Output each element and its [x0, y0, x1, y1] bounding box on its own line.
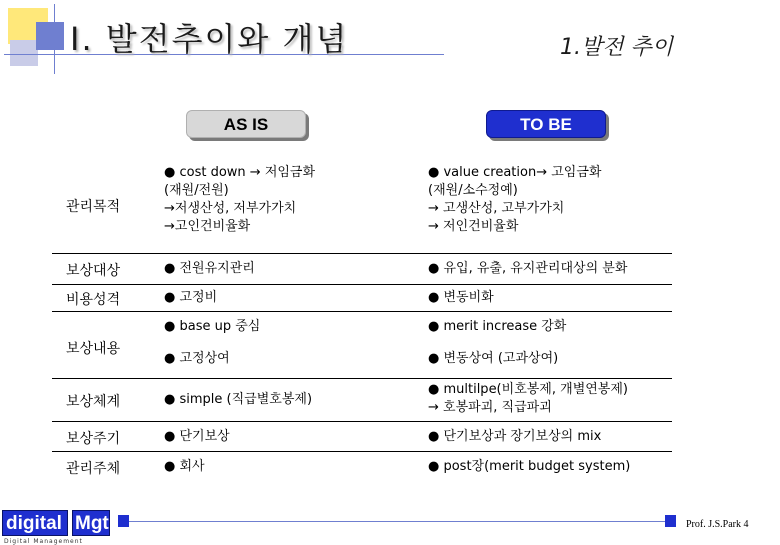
cell-line: ● 고정상여 [164, 351, 230, 366]
row-category: 관리주체 [66, 461, 121, 477]
footer-square-left [118, 515, 129, 527]
as-is-cell [164, 318, 260, 368]
cell-line: →저생산성, 저부가가치 [164, 201, 297, 216]
as-is-cell [164, 164, 315, 236]
row-divider [52, 378, 672, 379]
cell-line: ● multilpe(비호봉제, 개별연봉제) [428, 382, 628, 397]
logo [2, 510, 110, 545]
cell-line: ● base up 중심 [164, 319, 261, 334]
to-be-header: TO BE [486, 110, 606, 138]
cell-line: ● 변동상여 (고과상여) [428, 351, 559, 366]
row-category: 비용성격 [66, 292, 121, 308]
row-category: 보상내용 [66, 341, 121, 357]
row-category: 보상체계 [66, 394, 121, 410]
as-is-cell [164, 458, 205, 476]
row-category: 보상대상 [66, 263, 121, 279]
cell-line: → 호봉파괴, 직급파괴 [428, 400, 552, 415]
row-divider [52, 421, 672, 422]
cell-line: ● 변동비화 [428, 290, 494, 305]
row-divider [52, 311, 672, 312]
cell-line: ● 단기보상과 장기보상의 mix [428, 429, 602, 444]
cell-line: ● value creation→ 고임금화 [428, 165, 602, 180]
as-is-cell [164, 428, 230, 446]
cell-line: (재원/소수정예) [428, 183, 518, 198]
logo-accent: Mgt [72, 510, 110, 536]
decor-square-light [10, 40, 38, 66]
to-be-cell [428, 289, 494, 307]
cell-line: ● cost down → 저임금화 [164, 165, 316, 180]
row-divider [52, 451, 672, 452]
decor-vertical-line [54, 4, 55, 74]
row-category: 관리목적 [66, 199, 121, 215]
cell-line: ● 전원유지관리 [164, 261, 255, 276]
cell-line: → 고생산성, 고부가가치 [428, 201, 565, 216]
as-is-header: AS IS [186, 110, 306, 138]
cell-line: (재원/전원) [164, 183, 229, 198]
to-be-cell [428, 428, 601, 446]
cell-line: ● post장(merit budget system) [428, 459, 631, 474]
cell-line: ● 회사 [164, 459, 205, 474]
cell-line: ● 단기보상 [164, 429, 230, 444]
section-subtitle: 1.발전 추이 [560, 35, 673, 60]
decor-square-blue [36, 22, 64, 50]
to-be-cell [428, 381, 628, 417]
logo-main: digital [2, 510, 68, 536]
row-category: 보상주기 [66, 431, 121, 447]
cell-line: ● 고정비 [164, 290, 218, 305]
cell-line: ● merit increase 강화 [428, 319, 567, 334]
footer-line [122, 521, 670, 522]
footer-square-right [665, 515, 676, 527]
cell-line: ● 유입, 유출, 유지관리대상의 분화 [428, 261, 628, 276]
page-title: Ⅰ. 발전추이와 개념 [70, 20, 349, 58]
to-be-cell [428, 164, 601, 236]
cell-line: ● simple (직급별호봉제) [164, 392, 313, 407]
to-be-cell [428, 318, 566, 368]
as-is-cell [164, 289, 217, 307]
cell-line: → 저인건비율화 [428, 219, 519, 234]
to-be-cell [428, 458, 630, 476]
cell-line: →고인건비율화 [164, 219, 251, 234]
author-credit: Prof. J.S.Park 4 [686, 519, 749, 530]
row-divider [52, 253, 672, 254]
as-is-cell [164, 391, 312, 409]
row-divider [52, 284, 672, 285]
logo-tagline: Digital Management [4, 538, 83, 545]
as-is-cell [164, 260, 255, 278]
to-be-cell [428, 260, 627, 278]
